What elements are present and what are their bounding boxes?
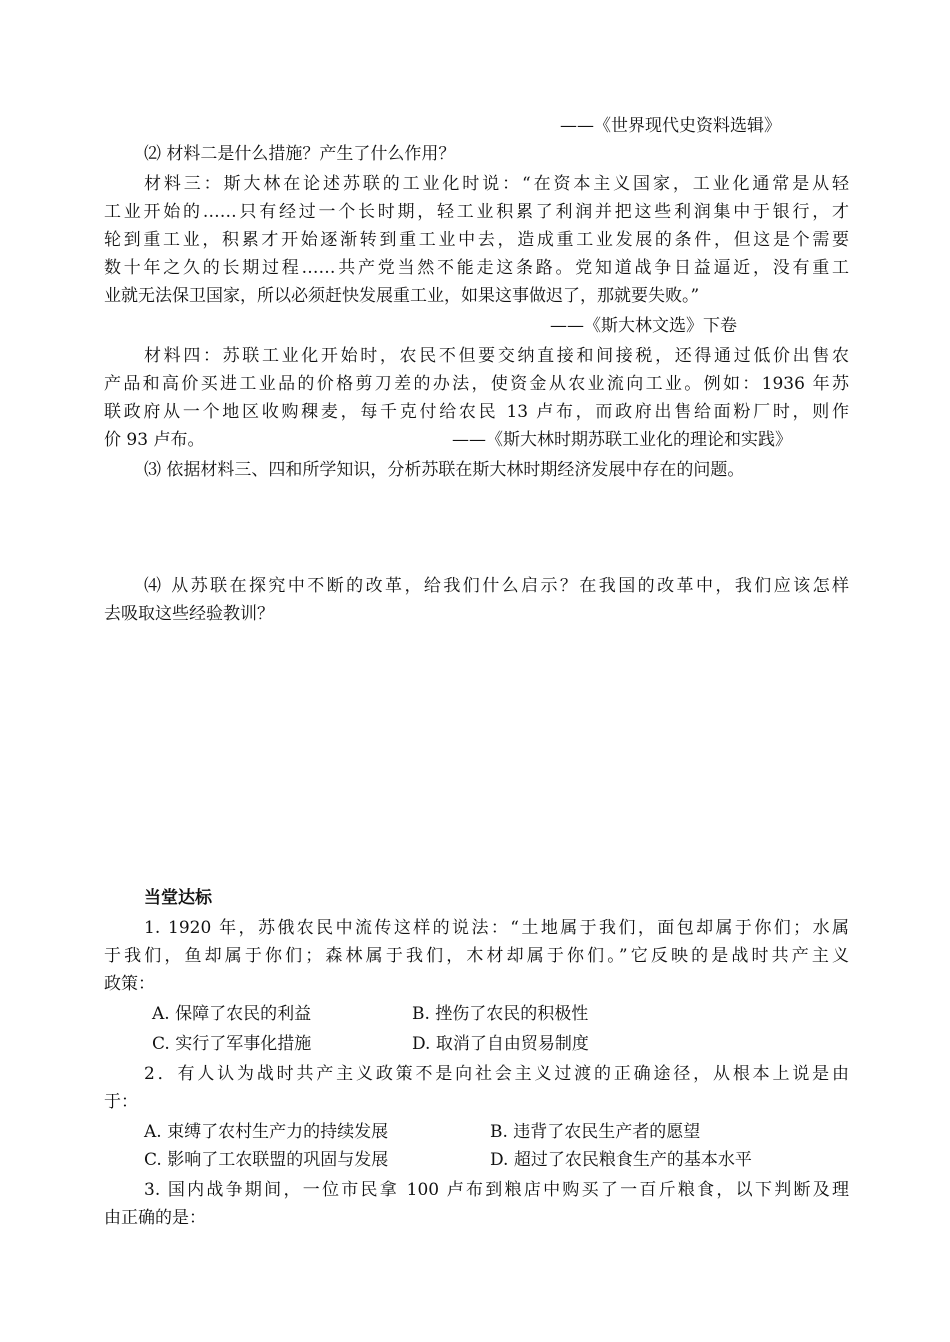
source-citation-material4: ——《斯大林时期苏联工业化的理论和实践》 <box>452 430 792 450</box>
material3-line: 业就无法保卫国家，所以必须赶快发展重工业，如果这事做迟了，那就要失败。” <box>104 286 700 306</box>
material4-line: 材料四：苏联工业化开始时，农民不但要交纳直接和间接税，还得通过低价出售农 <box>144 346 849 366</box>
question-2: ⑵ 材料二是什么措施？产生了什么作用？ <box>144 144 456 164</box>
exercise-1-line: 政策： <box>104 974 155 994</box>
material4-line: 联政府从一个地区收购稞麦，每千克付给农民 13 卢布，而政府出售给面粉厂时，则作 <box>104 402 849 422</box>
exercise-2-option-a: A. 束缚了农村生产力的持续发展 <box>144 1122 389 1142</box>
material3-line: 数十年之久的长期过程……共产党当然不能走这条路。党知道战争日益逼近，没有重工 <box>104 258 849 278</box>
exercise-1-line: 于我们，鱼却属于你们；森林属于我们，木材却属于你们。”它反映的是战时共产主义 <box>104 946 849 966</box>
exercise-2-option-b: B. 违背了农民生产者的愿望 <box>490 1122 701 1142</box>
exercise-2-option-d: D. 超过了农民粮食生产的基本水平 <box>490 1150 752 1170</box>
question-4-line: ⑷ 从苏联在探究中不断的改革，给我们什么启示？在我国的改革中，我们应该怎样 <box>144 576 849 596</box>
exercise-3-line: 由正确的是： <box>104 1208 206 1228</box>
question-4-line: 去吸取这些经验教训？ <box>104 604 274 624</box>
exercise-2-option-c: C. 影响了工农联盟的巩固与发展 <box>144 1150 389 1170</box>
source-citation-material2: ——《世界现代史资料选辑》 <box>560 116 781 136</box>
question-3: ⑶ 依据材料三、四和所学知识，分析苏联在斯大林时期经济发展中存在的问题。 <box>144 460 745 480</box>
material3-line: 轮到重工业，积累才开始逐渐转到重工业中去，造成重工业发展的条件，但这是个需要 <box>104 230 849 250</box>
material4-line: 产品和高价买进工业品的价格剪刀差的办法，使资金从农业流向工业。例如：1936 年苏 <box>104 374 849 394</box>
exercise-1-option-c: C. 实行了军事化措施 <box>152 1034 312 1054</box>
exercise-1-option-b: B. 挫伤了农民的积极性 <box>412 1004 589 1024</box>
material3-line: 工业开始的……只有经过一个长时期，轻工业积累了利润并把这些利润集中于银行，才 <box>104 202 849 222</box>
exercise-3-line: 3. 国内战争期间，一位市民拿 100 卢布到粮店中购买了一百斤粮食，以下判断及理 <box>144 1180 849 1200</box>
section-title: 当堂达标 <box>144 888 212 908</box>
exercise-2-line: 于： <box>104 1092 138 1112</box>
exercise-2-line: 2．有人认为战时共产主义政策不是向社会主义过渡的正确途径，从根本上说是由 <box>144 1064 849 1084</box>
exercise-1-option-d: D. 取消了自由贸易制度 <box>412 1034 589 1054</box>
material3-line: 材料三：斯大林在论述苏联的工业化时说：“在资本主义国家，工业化通常是从轻 <box>144 174 849 194</box>
source-citation-material3: ——《斯大林文选》下卷 <box>550 316 737 336</box>
exercise-1-line: 1. 1920 年，苏俄农民中流传这样的说法：“土地属于我们，面包却属于你们；水属 <box>144 918 849 938</box>
exercise-1-option-a: A. 保障了农民的利益 <box>152 1004 312 1024</box>
material4-line: 价 93 卢布。 <box>104 430 205 450</box>
